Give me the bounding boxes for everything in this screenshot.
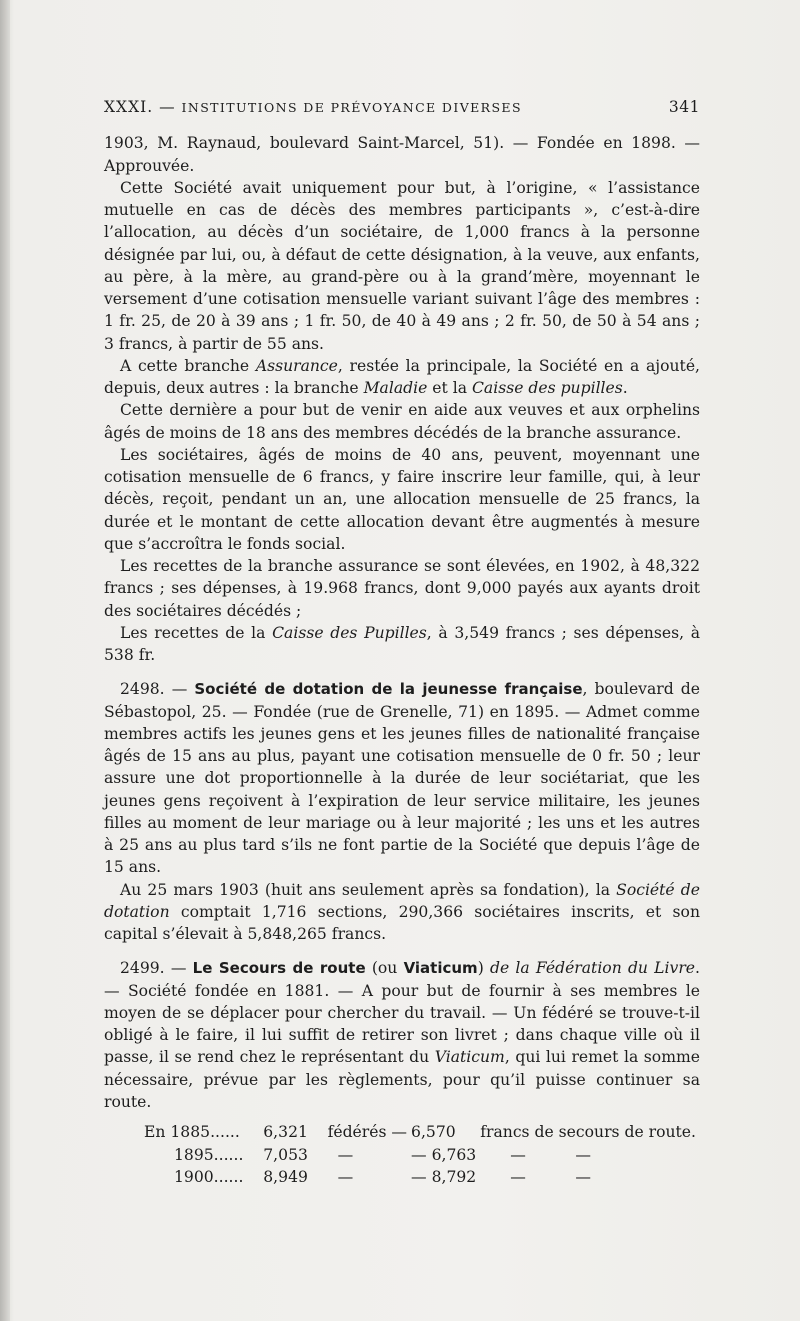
italic-federation: de la Fédération du Livre — [489, 959, 696, 978]
francs-cell: — 6,763 — [411, 1145, 477, 1164]
text-run: , qui lui remet la somme nécessaire, prévue par les règlements, pour qu’il puisse continuer sa route. — [104, 1048, 700, 1111]
label-cell: — — [337, 1168, 354, 1186]
francs-cell: — 8,792 — [411, 1168, 477, 1186]
running-title: INSTITUTIONS DE PRÉVOYANCE DIVERSES — [181, 100, 522, 115]
paragraph-branches — [104, 355, 700, 400]
chapter-number: XXXI. — [104, 98, 154, 116]
paragraph-caisse: Cette dernière a pour but de venir en aide aux veuves et aux orphelins âgés de moins de 18 ans des membres décédés de la branche assurance. — [104, 401, 700, 442]
text-run: et la — [427, 379, 472, 397]
year-cell: En 1885...... — [144, 1123, 240, 1141]
federes-cell: 7,053 — [263, 1145, 308, 1164]
text-run: . — Société fondée en 1881. — A pour but de fournir à ses membres le moyen de se déplacer pour chercher du travail. — Un fédéré se trouve-t-il obligé à le faire, il lui suffit de retirer son livret ; dans chaque ville où il passe, il se rend chez le représentant du — [104, 959, 700, 1067]
text-block — [104, 96, 700, 1189]
running-header — [104, 96, 700, 119]
table-row — [144, 1121, 700, 1144]
entry-2498-body — [104, 678, 700, 878]
entry-2499-body — [104, 957, 700, 1113]
italic-maladie: Maladie — [363, 379, 428, 397]
text-run: A cette branche — [120, 356, 256, 375]
label-cell: — — [337, 1145, 354, 1164]
text-run: Les recettes de la — [120, 623, 273, 642]
text-run: , à 3,549 francs ; ses dépenses, à 538 fr. — [104, 623, 700, 664]
table-row — [144, 1166, 700, 1189]
federes-cell: 6,321 — [263, 1123, 308, 1141]
text-run: comptait 1,716 sections, 290,366 sociétaires inscrits, et son capital s’élevait à 5,848,265 francs. — [104, 902, 700, 943]
entry-title: Société de dotation de la jeunesse française — [194, 680, 583, 699]
page-number: 341 — [668, 98, 700, 116]
entry-title: Le Secours de route — [192, 959, 366, 978]
entry-2499 — [104, 957, 700, 1188]
text-run: . — [622, 379, 628, 397]
secours-statistics-table — [144, 1121, 700, 1189]
text-run: (ou — [365, 959, 404, 978]
paragraph-receipts: Les recettes de la branche assurance se sont élevées, en 1902, à 48,322 francs ; ses dépenses, à 19.968 francs, dont 9,000 payés aux ayants droit des sociétaires décédés ; — [104, 557, 700, 620]
entry-2498 — [104, 678, 700, 945]
page-left-edge — [0, 0, 10, 1321]
italic-caisse-pupilles: Caisse des Pupilles — [272, 623, 427, 642]
entry-title-viaticum: Viaticum — [403, 959, 478, 978]
text-run: Au 25 mars 1903 (huit ans seulement après sa fondation), la — [120, 880, 617, 899]
label-cell: fédérés — — [327, 1123, 408, 1141]
entry-number: 2498. — — [120, 680, 195, 699]
paragraph-address: 1903, M. Raynaud, boulevard Saint-Marcel, 51). — Fondée en 1898. — Approuvée. — [104, 134, 700, 175]
entry-number: 2499. — — [120, 959, 193, 978]
italic-viaticum: Viaticum — [434, 1048, 505, 1067]
header-title — [104, 96, 522, 119]
francs-cell: 6,570 — [411, 1123, 456, 1141]
italic-caisse: Caisse des pupilles — [472, 379, 623, 397]
italic-societe-dotation: Société de dotation — [104, 880, 700, 921]
paragraph-members: Les sociétaires, âgés de moins de 40 ans, peuvent, moyennant une cotisation mensuelle de 6 francs, y faire inscrire leur famille, qui, à leur décès, reçoit, pendant un an, une allocation mensuelle de 25 francs, la durée et le montant de cette allocation devant être augmentés à mesure que s’accroîtra le fonds social. — [104, 445, 700, 553]
header-dash: — — [153, 98, 182, 116]
text-run: ) — [477, 959, 490, 978]
text-run: , boulevard de Sébastopol, 25. — Fondée (rue de Grenelle, 71) en 1895. — Admet comme membres actifs les jeunes gens et les jeunes filles de nationalité française âgés de 15 ans au plus, payant une cotisation mensuelle de 0 fr. 50 ; leur assure une dot proportionnelle à la durée de leur sociétariat, que les jeunes gens reçoivent à l’expiration de leur service militaire, les jeunes filles au moment de leur mariage ou à leur majorité ; les uns et les autres à 25 ans au plus tard s’ils ne font partie de la Société que depuis l’âge de 15 ans. — [104, 680, 700, 877]
label-cell: francs de secours de route. — [480, 1123, 696, 1141]
table-row — [144, 1144, 700, 1167]
label-cell: — — — [510, 1168, 592, 1186]
federes-cell: 8,949 — [263, 1168, 308, 1186]
year-cell: 1900...... — [174, 1168, 244, 1186]
paragraph-pupilles — [104, 622, 700, 667]
text-run: , restée la principale, la Société en a ajouté, depuis, deux autres : la branche — [104, 356, 700, 397]
italic-assurance: Assurance — [255, 356, 338, 375]
paragraph-purpose: Cette Société avait uniquement pour but, à l’origine, « l’assistance mutuelle en cas de décès des membres participants », c’est-à-dire l’allocation, au décès d’un sociétaire, de 1,000 francs à la personne désignée par lui, ou, à défaut de cette désignation, à la veuve, aux enfants, au père, à la mère, au grand-père ou à la grand’mère, moyennant le versement d’une cotisation mensuelle variant suivant l’âge des membres : 1 fr. 25, de 20 à 39 ans ; 1 fr. 50, de 40 à 49 ans ; 2 fr. 50, de 50 à 54 ans ; 3 francs, à partir de 55 ans. — [104, 178, 700, 353]
year-cell: 1895...... — [174, 1145, 244, 1164]
entry-2498-stats — [104, 879, 700, 946]
label-cell: — — — [510, 1145, 592, 1164]
